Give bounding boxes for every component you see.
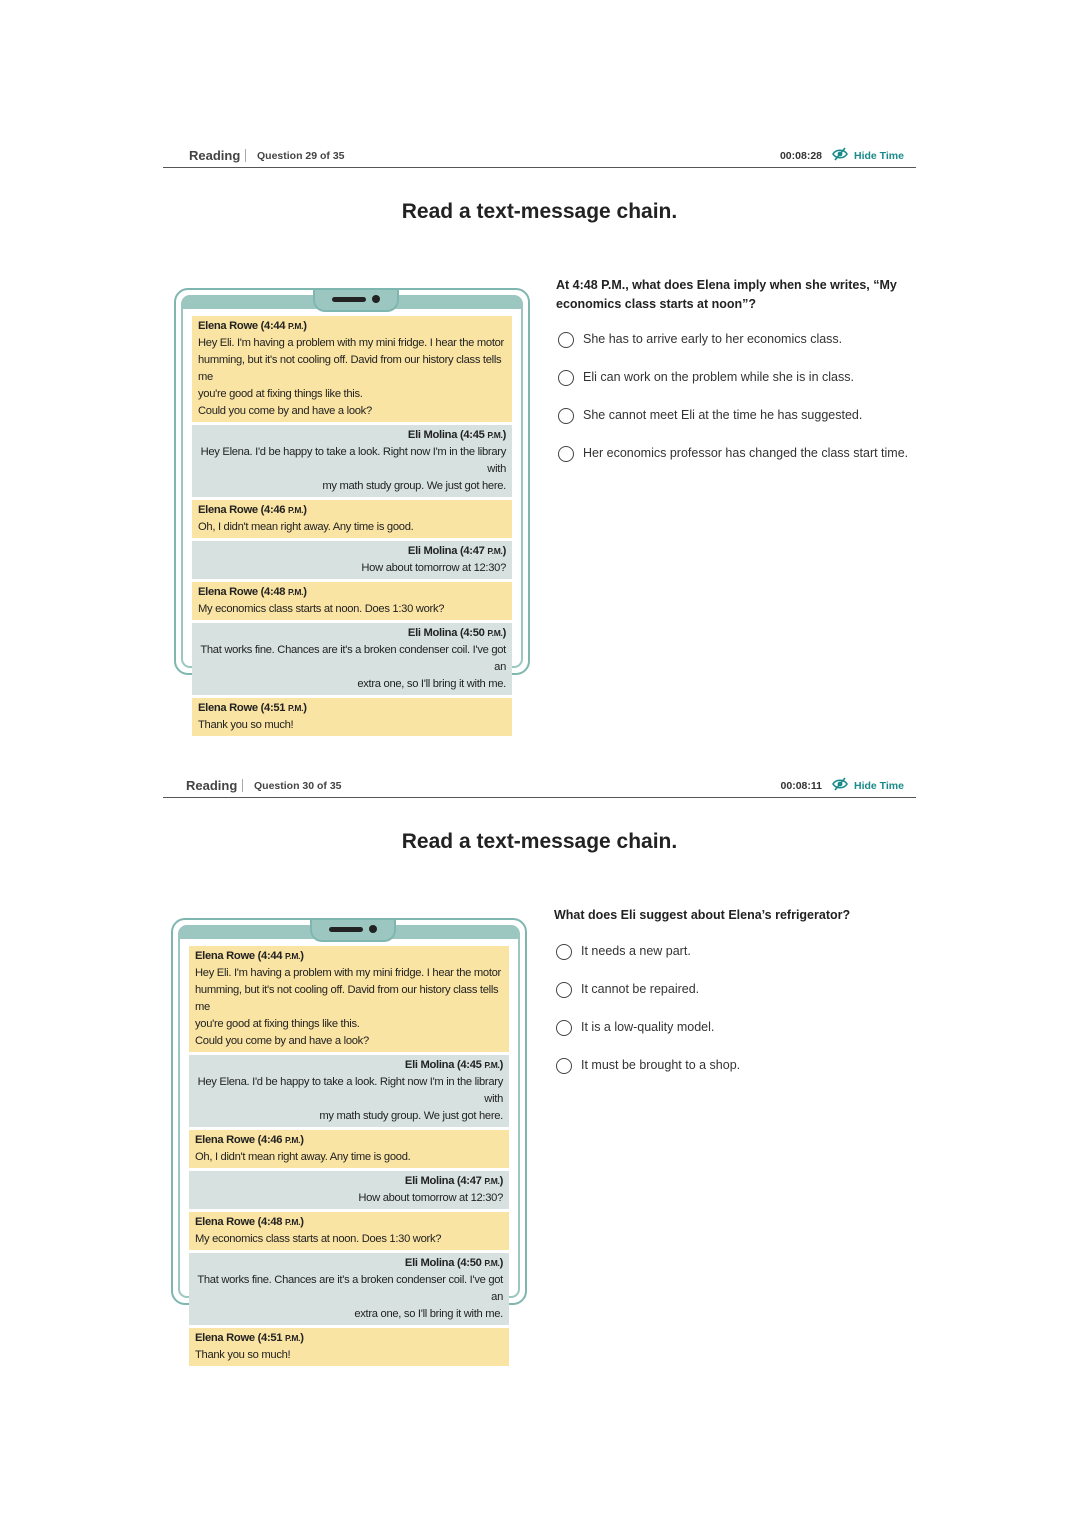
answer-option[interactable] (556, 408, 916, 446)
message-time: (4:51 (260, 702, 286, 714)
message-time: (4:44 (257, 950, 283, 962)
message-ampm: P.M. (285, 1217, 301, 1227)
eye-slash-icon[interactable] (832, 777, 848, 791)
message-sender (195, 948, 503, 965)
message-sender (198, 584, 506, 601)
message-list (192, 316, 512, 739)
sender-name: Eli Molina (407, 545, 458, 557)
message-line: That works fine. Chances are it's a broken condenser coil. I've got an (197, 1274, 503, 1303)
message-ampm: P.M. (288, 505, 304, 515)
sender-name: Elena Rowe (195, 1332, 255, 1344)
radio-button[interactable] (558, 446, 574, 462)
message-line: That works fine. Chances are it's a broken condenser coil. I've got an (200, 644, 506, 673)
message-line: Hey Eli. I'm having a problem with my mini fridge. I hear the motor (195, 967, 501, 979)
message-time: (4:48 (257, 1216, 283, 1228)
section-label: Reading (186, 778, 238, 793)
message-line: my math study group. We just got here. (322, 480, 506, 492)
message-sender (198, 427, 506, 444)
divider (245, 149, 246, 162)
message-time-close: ) (303, 504, 307, 516)
option-label: Her economics professor has changed the class start time. (583, 446, 909, 460)
question-screen-30 (163, 768, 916, 1361)
message-line: Hey Elena. I'd be happy to take a look. Right now I'm in the library with (197, 1076, 503, 1105)
message-ampm: P.M. (288, 587, 304, 597)
phone-frame (174, 288, 530, 731)
speaker-bar (329, 927, 363, 932)
page-heading: Read a text-message chain. (401, 200, 678, 223)
sender-name: Eli Molina (407, 429, 458, 441)
message-bubble-elena (192, 698, 512, 736)
message-list (189, 946, 509, 1369)
answer-option[interactable] (554, 944, 914, 982)
message-ampm: P.M. (484, 1258, 500, 1268)
message-time: (4:51 (257, 1332, 283, 1344)
message-time-close: ) (300, 950, 304, 962)
camera-dot (372, 295, 380, 303)
message-time-close: ) (502, 545, 506, 557)
message-time-close: ) (300, 1332, 304, 1344)
question-screen-29 (163, 138, 916, 731)
message-line: Oh, I didn't mean right away. Any time is good. (198, 521, 414, 533)
message-bubble-elena (192, 316, 512, 422)
option-label: Eli can work on the problem while she is in class. (583, 370, 854, 384)
message-bubble-eli (192, 623, 512, 695)
message-time-close: ) (303, 702, 307, 714)
phone-notch (310, 920, 396, 942)
option-label: It is a low-quality model. (581, 1020, 715, 1034)
message-time-close: ) (300, 1134, 304, 1146)
message-time: (4:44 (260, 320, 286, 332)
message-sender (198, 543, 506, 560)
answer-option[interactable] (554, 1058, 914, 1096)
question-text: At 4:48 P.M., what does Elena imply when she writes, “My economics class starts at noon”? (556, 278, 897, 311)
sender-name: Elena Rowe (198, 702, 258, 714)
phone-frame (171, 918, 527, 1361)
message-line: you're good at fixing things like this. (198, 388, 363, 400)
option-label: She has to arrive early to her economics class. (583, 332, 843, 346)
message-line: My economics class starts at noon. Does 1:30 work? (195, 1233, 442, 1245)
message-time: (4:45 (456, 1059, 482, 1071)
message-bubble-eli (189, 1055, 509, 1127)
message-time: (4:50 (456, 1257, 482, 1269)
message-time-close: ) (502, 429, 506, 441)
radio-button[interactable] (556, 1020, 572, 1036)
message-time: (4:47 (456, 1175, 482, 1187)
message-ampm: P.M. (487, 546, 503, 556)
hide-time-button[interactable]: Hide Time (854, 780, 904, 792)
option-label: It must be brought to a shop. (581, 1058, 741, 1072)
message-time: (4:46 (260, 504, 286, 516)
message-bubble-elena (192, 582, 512, 620)
sender-name: Elena Rowe (198, 320, 258, 332)
phone-notch (313, 290, 399, 312)
message-line: Hey Elena. I'd be happy to take a look. Right now I'm in the library with (200, 446, 506, 475)
message-ampm: P.M. (285, 951, 301, 961)
message-ampm: P.M. (484, 1060, 500, 1070)
sender-name: Eli Molina (404, 1059, 455, 1071)
message-bubble-elena (189, 1130, 509, 1168)
top-bar (163, 138, 916, 168)
message-ampm: P.M. (285, 1333, 301, 1343)
message-line: my math study group. We just got here. (319, 1110, 503, 1122)
message-time-close: ) (303, 320, 307, 332)
message-line: Oh, I didn't mean right away. Any time is good. (195, 1151, 411, 1163)
message-bubble-elena (192, 500, 512, 538)
sender-name: Elena Rowe (195, 1134, 255, 1146)
answer-option[interactable] (554, 982, 914, 1020)
message-sender (195, 1173, 503, 1190)
message-ampm: P.M. (288, 703, 304, 713)
sender-name: Eli Molina (404, 1257, 455, 1269)
section-label: Reading (189, 148, 241, 163)
radio-button[interactable] (558, 408, 574, 424)
radio-button[interactable] (556, 982, 572, 998)
message-time-close: ) (499, 1059, 503, 1071)
sender-name: Eli Molina (404, 1175, 455, 1187)
message-time-close: ) (502, 627, 506, 639)
message-ampm: P.M. (285, 1135, 301, 1145)
message-ampm: P.M. (487, 430, 503, 440)
radio-button[interactable] (558, 332, 574, 348)
message-bubble-elena (189, 946, 509, 1052)
sender-name: Elena Rowe (195, 950, 255, 962)
question-counter: Question 29 of 35 (257, 150, 345, 162)
question-text: What does Eli suggest about Elena’s refrigerator? (554, 908, 851, 922)
sender-name: Elena Rowe (195, 1216, 255, 1228)
message-line: Thank you so much! (198, 719, 294, 731)
divider (242, 779, 243, 792)
message-sender (198, 318, 506, 335)
message-sender (195, 1057, 503, 1074)
radio-button[interactable] (558, 370, 574, 386)
option-label: She cannot meet Eli at the time he has suggested. (583, 408, 863, 422)
message-line: extra one, so I'll bring it with me. (357, 678, 506, 690)
timer: 00:08:11 (780, 780, 822, 792)
answer-option[interactable] (554, 1020, 914, 1058)
answer-option[interactable] (556, 332, 916, 370)
message-bubble-elena (189, 1328, 509, 1366)
answer-options (556, 332, 916, 484)
message-sender (195, 1214, 503, 1231)
message-time-close: ) (499, 1257, 503, 1269)
timer: 00:08:28 (779, 150, 822, 162)
camera-dot (369, 925, 377, 933)
hide-time-button[interactable]: Hide Time (854, 150, 904, 162)
message-line: Hey Eli. I'm having a problem with my mini fridge. I hear the motor (198, 337, 504, 349)
message-ampm: P.M. (487, 628, 503, 638)
message-line: Could you come by and have a look? (195, 1035, 369, 1047)
sender-name: Elena Rowe (198, 586, 258, 598)
message-sender (198, 502, 506, 519)
message-line: you're good at fixing things like this. (195, 1018, 360, 1030)
message-line: humming, but it's not cooling off. David from our history class tells me (198, 354, 502, 383)
message-sender (198, 625, 506, 642)
message-ampm: P.M. (484, 1176, 500, 1186)
message-bubble-eli (192, 541, 512, 579)
message-sender (195, 1255, 503, 1272)
message-time: (4:48 (260, 586, 286, 598)
radio-button[interactable] (556, 1058, 572, 1074)
question-counter: Question 30 of 35 (254, 780, 342, 792)
message-time: (4:47 (459, 545, 485, 557)
answer-options (554, 944, 914, 1096)
message-time: (4:50 (459, 627, 485, 639)
message-bubble-eli (189, 1171, 509, 1209)
message-time: (4:46 (257, 1134, 283, 1146)
message-bubble-eli (192, 425, 512, 497)
answer-option[interactable] (556, 446, 916, 484)
message-bubble-eli (189, 1253, 509, 1325)
message-time: (4:45 (459, 429, 485, 441)
message-line: My economics class starts at noon. Does 1:30 work? (198, 603, 445, 615)
sender-name: Elena Rowe (198, 504, 258, 516)
eye-slash-icon[interactable] (832, 147, 848, 161)
message-sender (198, 700, 506, 717)
message-time-close: ) (499, 1175, 503, 1187)
message-line: Could you come by and have a look? (198, 405, 372, 417)
radio-button[interactable] (556, 944, 572, 960)
option-label: It needs a new part. (581, 944, 691, 958)
message-line: humming, but it's not cooling off. David from our history class tells me (195, 984, 499, 1013)
top-bar (163, 768, 916, 798)
message-bubble-elena (189, 1212, 509, 1250)
speaker-bar (332, 297, 366, 302)
answer-option[interactable] (556, 370, 916, 408)
message-line: How about tomorrow at 12:30? (358, 1192, 503, 1204)
message-line: How about tomorrow at 12:30? (361, 562, 506, 574)
message-time-close: ) (300, 1216, 304, 1228)
sender-name: Eli Molina (407, 627, 458, 639)
message-ampm: P.M. (288, 321, 304, 331)
option-label: It cannot be repaired. (581, 982, 700, 996)
message-sender (195, 1132, 503, 1149)
message-line: extra one, so I'll bring it with me. (354, 1308, 503, 1320)
message-line: Thank you so much! (195, 1349, 291, 1361)
message-sender (195, 1330, 503, 1347)
message-time-close: ) (303, 586, 307, 598)
page-heading: Read a text-message chain. (401, 830, 678, 853)
